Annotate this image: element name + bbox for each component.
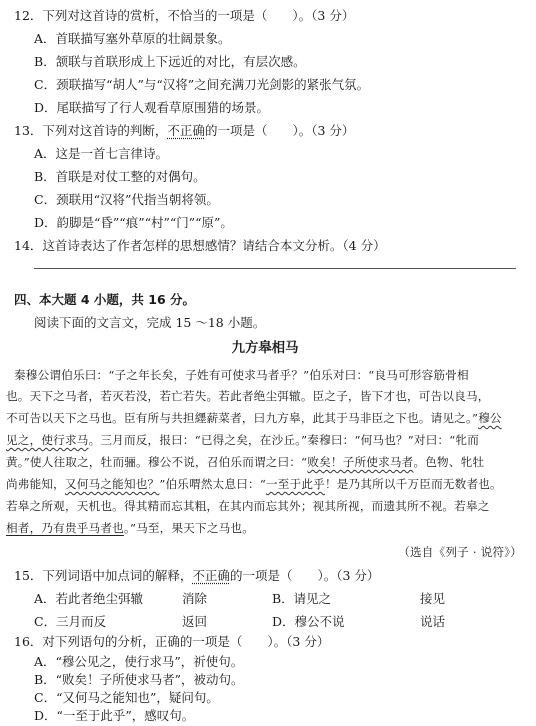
passage-line-8 (6, 520, 254, 536)
passage-line-3-text: 不可告以天下之马也。臣有所与共担纆薪菜者，曰九方皋，此其于马非臣之下也。请见之。” (6, 411, 479, 425)
passage-line-1: 秦穆公谓伯乐曰：“子之年长矣，子姓有可使求马者乎？”伯乐对曰：“良马可形容筋骨相 (14, 368, 469, 382)
passage-line-3 (6, 410, 502, 426)
passage-line-5 (6, 454, 484, 470)
section-heading: 四、本大题 4 小题，共 16 分。 (14, 292, 196, 307)
q15-option-b-word: B．请见之 (272, 591, 332, 606)
passage-line-6-mid: ”伯乐喟然太息曰：“ (159, 477, 266, 491)
passage-underline-baiyi: 败矣！子所使求马者 (307, 455, 414, 469)
passage-line-2: 也。天下之马者，若灭若没，若亡若失。若此者绝尘弭辙。臣之子，皆下才也，可告以良马， (6, 389, 490, 403)
passage-underline-shixingqiuma: 见之，使行求马 (6, 433, 89, 447)
section-instruction: 阅读下面的文言文，完成 15 ～18 小题。 (34, 315, 266, 330)
answer-line (34, 268, 516, 269)
q15-option-b-gloss: 接见 (420, 591, 446, 606)
q15-stem (14, 568, 379, 584)
passage-line-6-post: ！是乃其所以千万臣而无数者也。 (324, 477, 502, 491)
q13-option-d: D．韵脚是“昏”“痕”“村”“门”“原”。 (34, 215, 233, 230)
q15-stem-post: 的一项是（ ）。（3 分） (229, 568, 380, 583)
q12-option-c: C．颈联描写“胡人”与“汉将”之间充满刀光剑影的紧张气氛。 (34, 77, 370, 92)
passage-line-5-text: 黄。”使人往取之，牡而骊。穆公不说，召伯乐而谓之曰：“ (6, 455, 308, 469)
q16-stem: 16．对下列语句的分析，正确的一项是（ ）。（3 分） (14, 634, 330, 649)
q13-option-a: A．这是一首七言律诗。 (34, 146, 169, 161)
passage-source: （选自《列子 · 说符》） (398, 545, 522, 559)
passage-line-4-text: 。三月而反，报曰：“已得之矣，在沙丘。”秦穆曰：“何马也？”对曰：“牝而 (88, 433, 480, 447)
q12-option-d: D．尾联描写了行人观看草原围猎的场景。 (34, 100, 270, 115)
q16-option-d: D．“一至于此乎”，感叹句。 (34, 708, 195, 723)
q15-stem-emphasis: 不正确 (192, 568, 230, 583)
q15-option-a-word: A．若此者绝尘弭辙 (34, 591, 144, 606)
passage-line-6-pre: 尚弗能知， (6, 477, 65, 491)
passage-underline-hemazhineng: 又何马之能知也？ (64, 477, 160, 491)
passage-underline-yizhiyuci: 一至于此乎 (265, 477, 325, 491)
q14-stem: 14．这首诗表达了作者怎样的思想感情？请结合本文分析。（4 分） (14, 238, 386, 253)
passage-line-7: 若皋之所观，天机也。得其精而忘其粗，在其内而忘其外；视其所视，而遗其所不视。若皋之 (6, 499, 490, 513)
passage-title: 九方皋相马 (231, 340, 299, 356)
q15-option-a-gloss: 消除 (182, 591, 208, 606)
passage-line-6 (6, 476, 502, 492)
q13-stem-pre: 13．下列对这首诗的判断， (14, 123, 168, 138)
passage-line-5-rest: 。色物、牝牡 (413, 455, 485, 469)
q16-option-a: A．“穆公见之，使行求马”，祈使句。 (34, 654, 244, 669)
q13-stem-emphasis: 不正确 (167, 123, 205, 138)
q16-option-c: C．“又何马之能知也”，疑问句。 (34, 690, 219, 705)
passage-underline-mugong: 穆公 (478, 411, 502, 425)
q13-option-c: C．颈联用“汉将”代指当朝将领。 (34, 192, 219, 207)
q15-option-c-gloss: 返回 (182, 614, 208, 629)
q13-stem (14, 123, 354, 139)
q12-option-a: A．首联描写塞外草原的壮阔景象。 (34, 31, 231, 46)
passage-underline-xiangzhe: 相者，乃有贵乎马者也 (6, 521, 124, 535)
q13-stem-post: 的一项是（ ）。（3 分） (204, 123, 355, 138)
passage-line-4 (6, 432, 479, 448)
q15-stem-pre: 15．下列词语中加点词的解释， (14, 568, 193, 583)
q15-option-d-gloss: 说话 (420, 614, 446, 629)
q12-stem: 12．下列对这首诗的赏析，不恰当的一项是（ ）。（3 分） (14, 8, 355, 23)
passage-line-8-text: 。”马至，果天下之马也。 (123, 521, 255, 535)
q15-option-c-word: C．三月而反 (34, 614, 107, 629)
q16-option-b: B．“败矣！子所使求马者”，被动句。 (34, 672, 244, 687)
q12-option-b: B．颔联与首联形成上下远近的对比，有层次感。 (34, 54, 306, 69)
q13-option-b: B．首联是对仗工整的对偶句。 (34, 169, 206, 184)
q15-option-d-word: D．穆公不说 (272, 614, 345, 629)
